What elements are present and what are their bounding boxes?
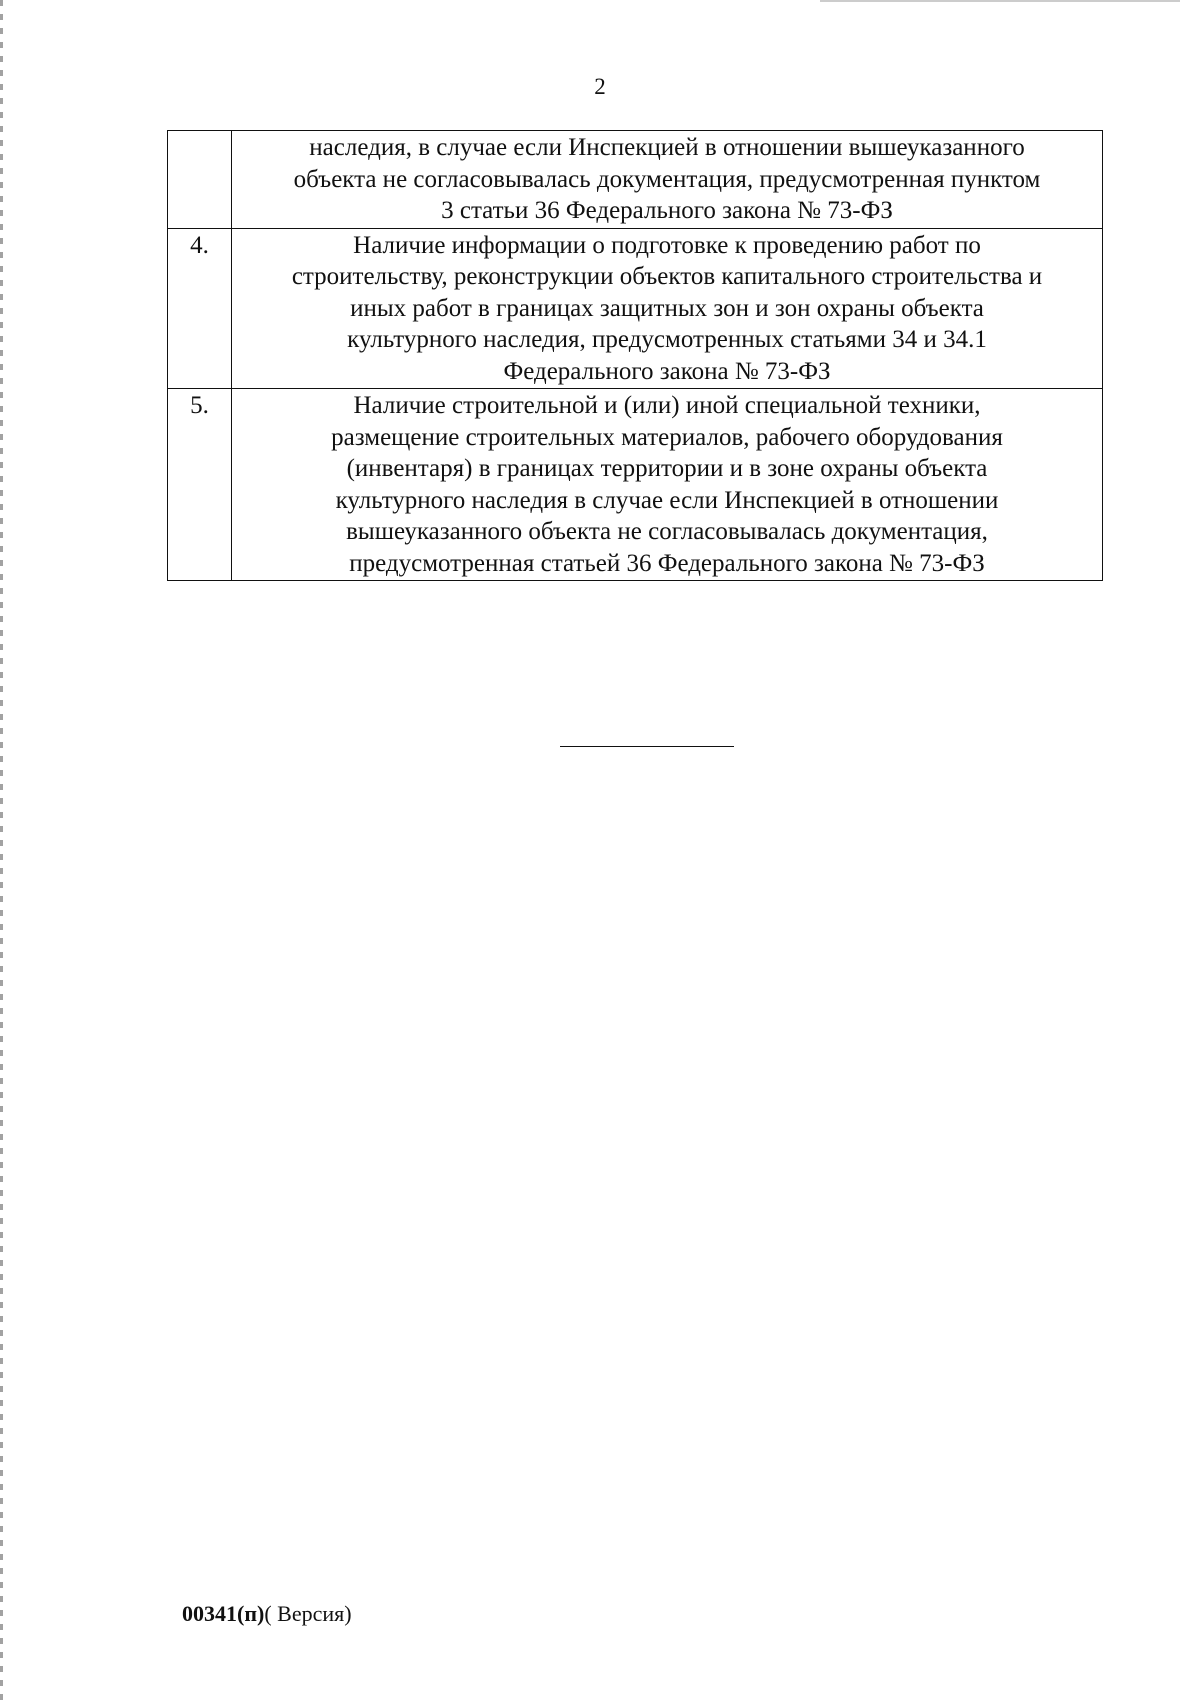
- text-line: Наличие строительной и (или) иной специальной техники,: [353, 392, 981, 419]
- requirements-table: [167, 130, 1103, 581]
- text-line: культурного наследия в случае если Инспекцией в отношении: [335, 486, 999, 514]
- row-text-cell: [232, 228, 1103, 389]
- text-line: Наличие информации о подготовке к проведению работ по: [353, 231, 981, 259]
- text-line: предусмотренная статьей 36 Федерального закона № 73-ФЗ: [349, 549, 985, 577]
- text-line: культурного наследия, предусмотренных статьями 34 и 34.1: [347, 326, 987, 353]
- scan-edge-left: [0, 0, 3, 1701]
- row-number-cell: 4.: [168, 228, 232, 389]
- scan-edge-top: [820, 0, 1180, 2]
- row-number-cell: 5.: [168, 389, 232, 581]
- text-line: (инвентаря) в границах территории и в зоне охраны объекта: [346, 455, 988, 482]
- table-row: [168, 389, 1103, 581]
- footer-code-bold: 00341(п): [182, 1601, 265, 1626]
- footer-code-version: ( Версия): [264, 1601, 352, 1626]
- footer-document-code: [182, 1601, 352, 1627]
- text-line: размещение строительных материалов, рабочего оборудования: [331, 423, 1003, 451]
- text-line: иных работ в границах защитных зон и зон охраны объекта: [350, 294, 984, 322]
- row-text-cell: [232, 389, 1103, 581]
- page-number: 2: [594, 74, 606, 99]
- table-row: [168, 131, 1103, 229]
- row-text-cell: [232, 131, 1103, 229]
- text-line: строительству, реконструкции объектов капитального строительства и: [291, 263, 1043, 290]
- text-line: объекта не согласовывалась документация, предусмотренная пунктом: [293, 165, 1041, 193]
- row-number-cell: [168, 131, 232, 229]
- text-line: вышеуказанного объекта не согласовывалась документация,: [346, 518, 988, 545]
- text-line: наследия, в случае если Инспекцией в отношении вышеуказанного: [309, 134, 1025, 161]
- text-line: Федерального закона № 73-ФЗ: [503, 357, 831, 385]
- end-separator-line: [560, 746, 734, 747]
- table-row: [168, 228, 1103, 389]
- text-line: 3 статьи 36 Федерального закона № 73-ФЗ: [441, 197, 893, 224]
